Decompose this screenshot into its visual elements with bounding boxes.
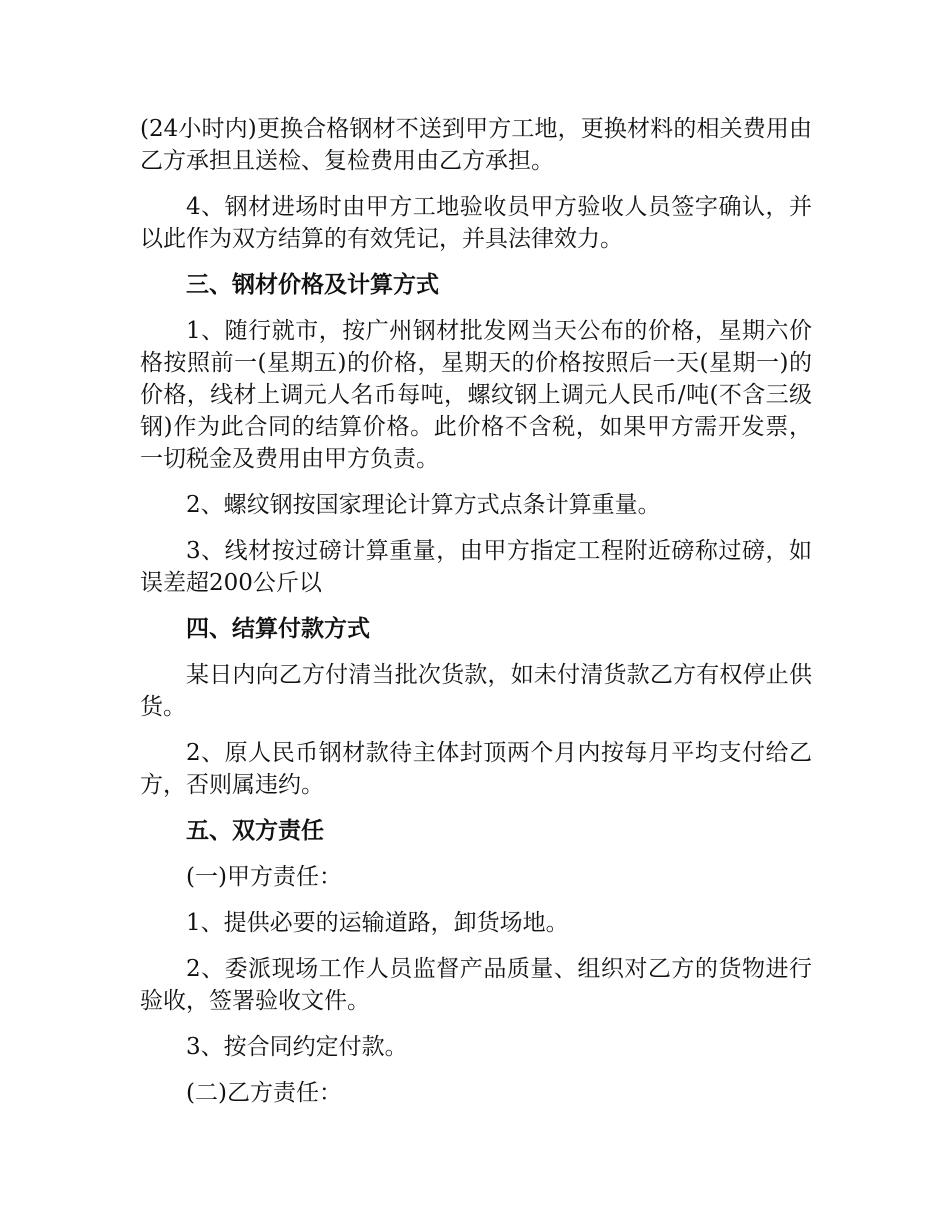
paragraph-price-clause-2: 2、螺纹钢按国家理论计算方式点条计算重量。 <box>186 492 661 518</box>
paragraph-payment-clause-2: 2、原人民币钢材款待主体封顶两个月内按每月平均支付给乙方，否则属违约。 <box>140 740 812 798</box>
paragraph-clause-4: 4、钢材进场时由甲方工地验收员甲方验收人员签字确认，并以此作为双方结算的有效凭记，并具法律效力。 <box>140 194 812 252</box>
paragraph-price-clause-3: 3、线材按过磅计算重量，由甲方指定工程附近磅称过磅，如误差超200公斤以 <box>140 538 812 596</box>
paragraph-party-a-duty-1: 1、提供必要的运输道路，卸货场地。 <box>186 910 569 936</box>
paragraph-payment-clause-1: 某日内向乙方付清当批次货款，如未付清货款乙方有权停止供货。 <box>140 662 812 720</box>
paragraph-party-a-heading: (一)甲方责任： <box>186 864 342 890</box>
paragraph-party-a-duty-2: 2、委派现场工作人员监督产品质量、组织对乙方的货物进行验收，签署验收文件。 <box>140 956 812 1014</box>
paragraph-party-a-duty-3: 3、按合同约定付款。 <box>186 1034 408 1060</box>
section-heading-payment: 四、结算付款方式 <box>186 616 370 642</box>
paragraph-party-b-heading: (二)乙方责任： <box>186 1080 342 1106</box>
document-page <box>140 113 812 1123</box>
section-heading-responsibilities: 五、双方责任 <box>186 818 324 844</box>
paragraph-replacement-terms: (24小时内)更换合格钢材不送到甲方工地，更换材料的相关费用由乙方承担且送检、复检费用由乙方承担。 <box>140 116 812 174</box>
section-heading-price: 三、钢材价格及计算方式 <box>186 272 439 298</box>
paragraph-price-clause-1: 1、随行就市，按广州钢材批发网当天公布的价格，星期六价格按照前一(星期五)的价格，星期天的价格按照后一天(星期一)的价格，线材上调元人名币每吨，螺纹钢上调元人民币/吨(不含三级钢)作为此合同的结算价格。此价格不含税，如果甲方需开发票，一切税金及费用由甲方负责。 <box>140 318 812 472</box>
